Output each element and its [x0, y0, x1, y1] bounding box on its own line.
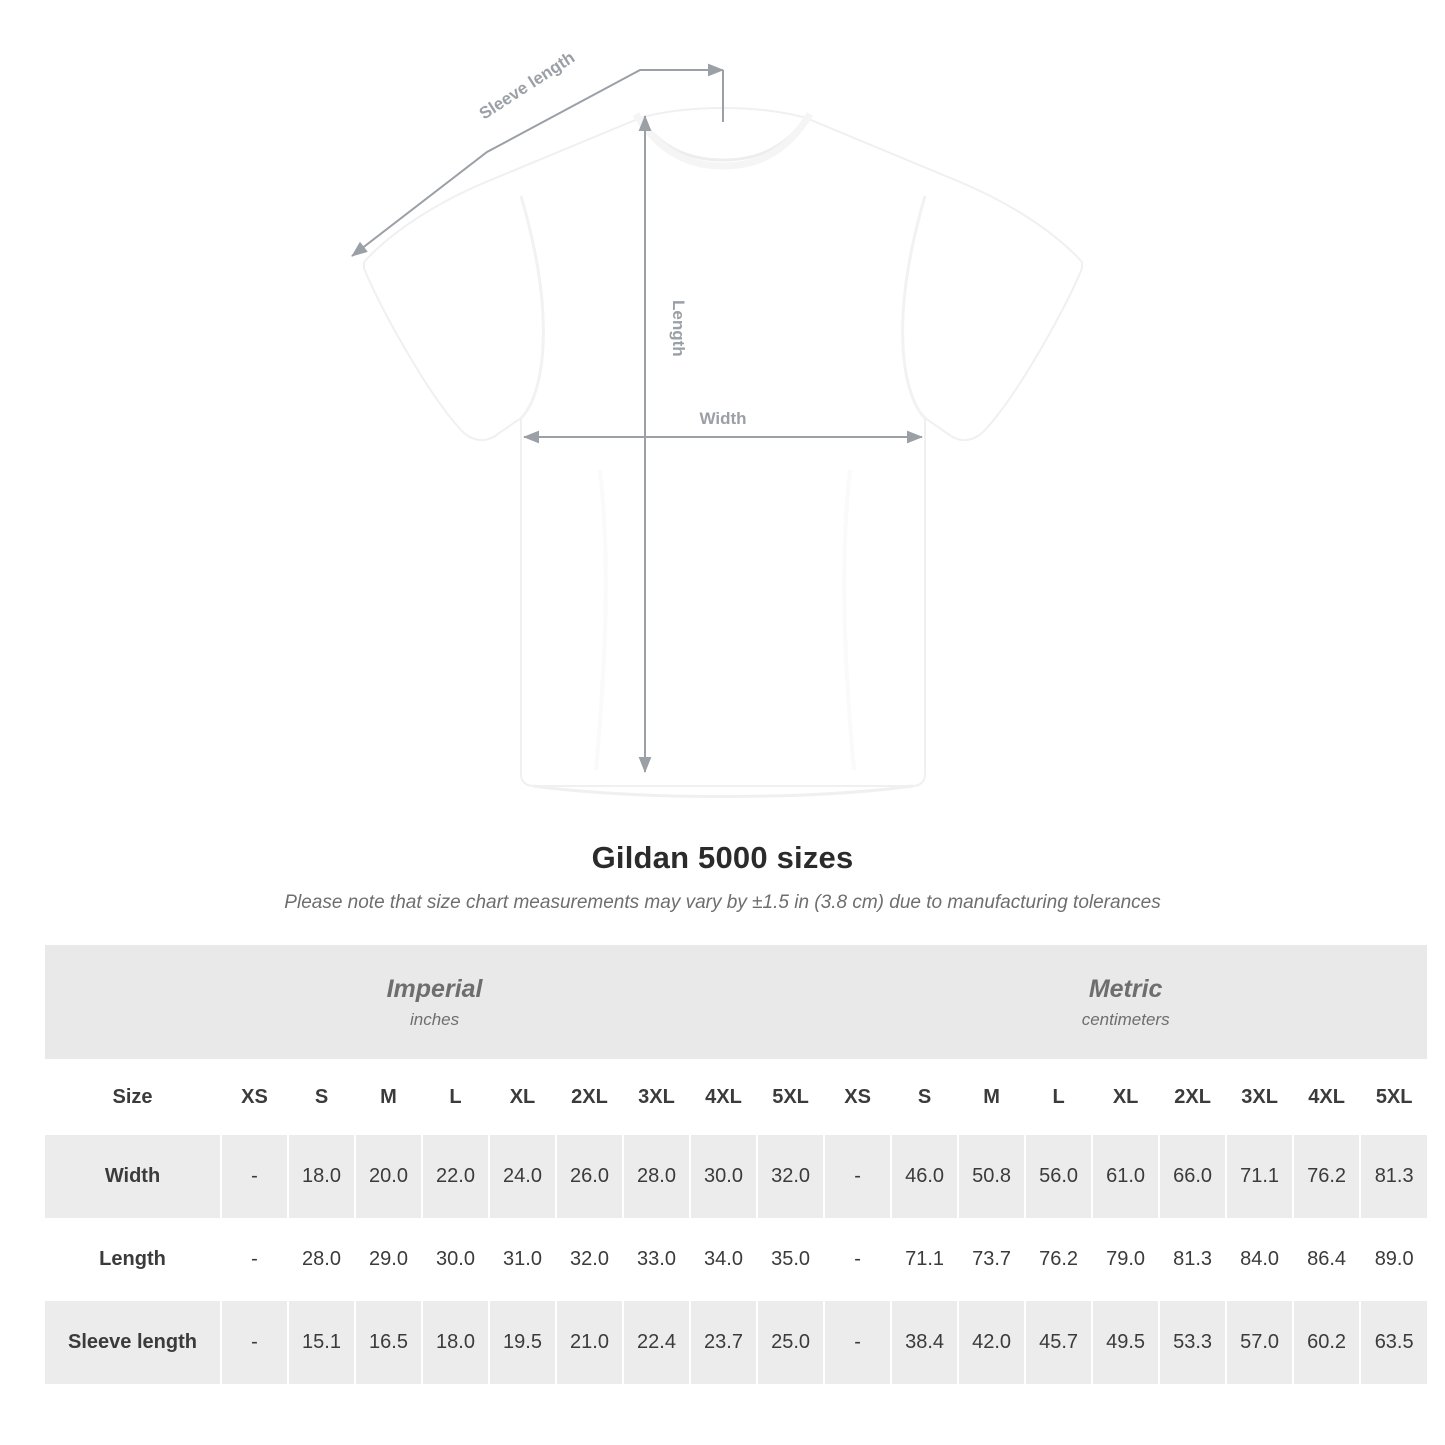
cell-length-metric-l: 76.2	[1025, 1218, 1092, 1301]
header-size-metric-2xl: 2XL	[1159, 1059, 1226, 1135]
cell-width-metric-xl: 61.0	[1092, 1135, 1159, 1218]
cell-length-metric-3xl: 84.0	[1226, 1218, 1293, 1301]
cell-width-metric-s: 46.0	[891, 1135, 958, 1218]
row-label-length: Length	[45, 1218, 221, 1301]
cell-length-metric-4xl: 86.4	[1293, 1218, 1360, 1301]
cell-sleeve-metric-xs: -	[824, 1301, 891, 1384]
tolerance-note: Please note that size chart measurements may vary by ±1.5 in (3.8 cm) due to manufacturing tolerances	[284, 892, 1161, 913]
cell-width-imperial-xs: -	[221, 1135, 288, 1218]
header-size-imperial-xs: XS	[221, 1059, 288, 1135]
header-size-metric-s: S	[891, 1059, 958, 1135]
size-table	[45, 945, 1427, 1384]
cell-sleeve-metric-5xl: 63.5	[1360, 1301, 1427, 1384]
header-size-metric-xs: XS	[824, 1059, 891, 1135]
header-size-imperial-2xl: 2XL	[556, 1059, 623, 1135]
header-size-imperial-3xl: 3XL	[623, 1059, 690, 1135]
cell-length-imperial-4xl: 34.0	[690, 1218, 757, 1301]
cell-length-imperial-2xl: 32.0	[556, 1218, 623, 1301]
cell-width-imperial-xl: 24.0	[489, 1135, 556, 1218]
unit-imperial	[45, 945, 824, 1059]
cell-width-metric-m: 50.8	[958, 1135, 1025, 1218]
cell-width-metric-3xl: 71.1	[1226, 1135, 1293, 1218]
unit-metric-name: Metric	[1088, 974, 1163, 1003]
sleeve-length-label: Sleeve length	[475, 47, 579, 124]
unit-imperial-sub: inches	[409, 1010, 460, 1030]
header-size-metric-xl: XL	[1092, 1059, 1159, 1135]
header-size-imperial-xl: XL	[489, 1059, 556, 1135]
row-label-sleeve-length: Sleeve length	[45, 1301, 221, 1384]
cell-width-metric-4xl: 76.2	[1293, 1135, 1360, 1218]
cell-sleeve-metric-s: 38.4	[891, 1301, 958, 1384]
cell-width-imperial-s: 18.0	[288, 1135, 355, 1218]
unit-metric	[824, 945, 1427, 1059]
cell-sleeve-imperial-5xl: 25.0	[757, 1301, 824, 1384]
cell-length-metric-s: 71.1	[891, 1218, 958, 1301]
header-size-imperial-m: M	[355, 1059, 422, 1135]
cell-width-metric-l: 56.0	[1025, 1135, 1092, 1218]
cell-length-metric-2xl: 81.3	[1159, 1218, 1226, 1301]
cell-length-imperial-xl: 31.0	[489, 1218, 556, 1301]
header-size-imperial-l: L	[422, 1059, 489, 1135]
header-size-imperial-s: S	[288, 1059, 355, 1135]
header-size-imperial-5xl: 5XL	[757, 1059, 824, 1135]
tshirt-shape	[364, 108, 1082, 797]
cell-sleeve-imperial-3xl: 22.4	[623, 1301, 690, 1384]
cell-width-imperial-m: 20.0	[355, 1135, 422, 1218]
cell-length-imperial-3xl: 33.0	[623, 1218, 690, 1301]
header-size-metric-4xl: 4XL	[1293, 1059, 1360, 1135]
cell-length-imperial-xs: -	[221, 1218, 288, 1301]
unit-imperial-name: Imperial	[386, 974, 483, 1003]
cell-length-metric-xl: 79.0	[1092, 1218, 1159, 1301]
header-size-metric-l: L	[1025, 1059, 1092, 1135]
cell-width-metric-xs: -	[824, 1135, 891, 1218]
header-size-metric-m: M	[958, 1059, 1025, 1135]
table-header-row	[45, 1059, 1427, 1135]
cell-length-imperial-l: 30.0	[422, 1218, 489, 1301]
cell-sleeve-metric-2xl: 53.3	[1159, 1301, 1226, 1384]
header-size: Size	[45, 1059, 221, 1135]
cell-width-metric-2xl: 66.0	[1159, 1135, 1226, 1218]
cell-sleeve-imperial-l: 18.0	[422, 1301, 489, 1384]
header-size-metric-5xl: 5XL	[1360, 1059, 1427, 1135]
cell-sleeve-metric-xl: 49.5	[1092, 1301, 1159, 1384]
cell-sleeve-metric-4xl: 60.2	[1293, 1301, 1360, 1384]
cell-sleeve-imperial-4xl: 23.7	[690, 1301, 757, 1384]
cell-sleeve-imperial-2xl: 21.0	[556, 1301, 623, 1384]
cell-length-metric-m: 73.7	[958, 1218, 1025, 1301]
table-row-sleeve-length	[45, 1301, 1427, 1384]
table-row-width	[45, 1135, 1427, 1218]
cell-sleeve-metric-l: 45.7	[1025, 1301, 1092, 1384]
cell-length-imperial-m: 29.0	[355, 1218, 422, 1301]
cell-sleeve-imperial-xl: 19.5	[489, 1301, 556, 1384]
title-block	[0, 840, 1445, 914]
cell-length-imperial-s: 28.0	[288, 1218, 355, 1301]
cell-width-imperial-2xl: 26.0	[556, 1135, 623, 1218]
cell-width-metric-5xl: 81.3	[1360, 1135, 1427, 1218]
cell-width-imperial-4xl: 30.0	[690, 1135, 757, 1218]
cell-width-imperial-5xl: 32.0	[757, 1135, 824, 1218]
length-label: Length	[669, 300, 688, 357]
cell-width-imperial-3xl: 28.0	[623, 1135, 690, 1218]
unit-band-row	[45, 945, 1427, 1059]
row-label-width: Width	[45, 1135, 221, 1218]
cell-sleeve-metric-m: 42.0	[958, 1301, 1025, 1384]
cell-sleeve-metric-3xl: 57.0	[1226, 1301, 1293, 1384]
cell-sleeve-imperial-s: 15.1	[288, 1301, 355, 1384]
cell-length-metric-5xl: 89.0	[1360, 1218, 1427, 1301]
unit-metric-sub: centimeters	[1081, 1010, 1170, 1030]
header-size-imperial-4xl: 4XL	[690, 1059, 757, 1135]
header-size-metric-3xl: 3XL	[1226, 1059, 1293, 1135]
cell-length-metric-xs: -	[824, 1218, 891, 1301]
table-row-length	[45, 1218, 1427, 1301]
page-title: Gildan 5000 sizes	[591, 840, 854, 875]
cell-width-imperial-l: 22.0	[422, 1135, 489, 1218]
cell-sleeve-imperial-m: 16.5	[355, 1301, 422, 1384]
size-table-wrap	[45, 945, 1414, 1384]
width-label: Width	[699, 409, 747, 428]
cell-sleeve-imperial-xs: -	[221, 1301, 288, 1384]
cell-length-imperial-5xl: 35.0	[757, 1218, 824, 1301]
